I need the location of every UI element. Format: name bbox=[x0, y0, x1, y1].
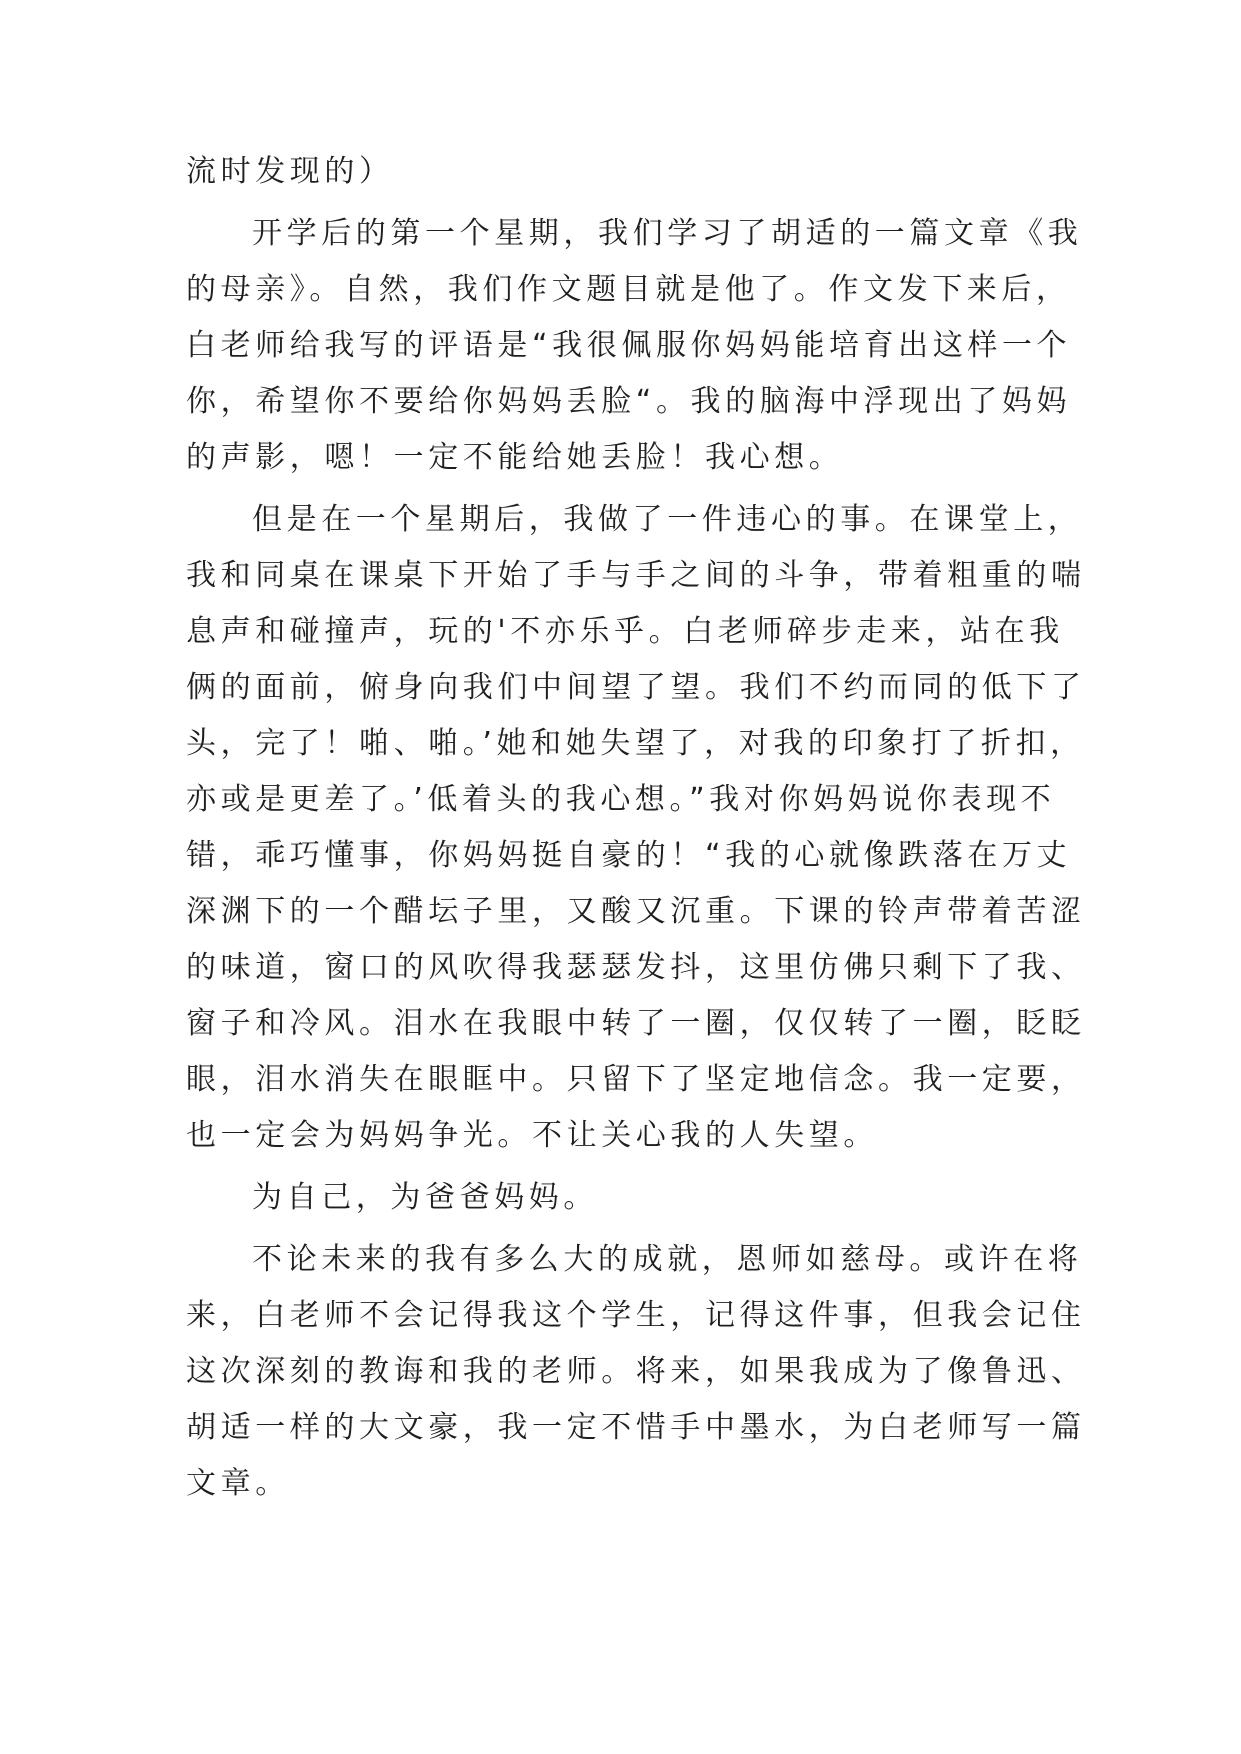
text-line: 文章。 bbox=[186, 1466, 290, 1501]
text-line: 胡适一样的大文豪，我一定不惜手中墨水，为白老师写一篇 bbox=[186, 1410, 1086, 1445]
paragraph-start-line: 开学后的第一个星期，我们学习了胡适的一篇文章《我 bbox=[252, 216, 1083, 251]
text-line: 白老师给我写的评语是“我很佩服你妈妈能培育出这样一个 bbox=[186, 328, 1072, 363]
text-line: 窗子和冷风。泪水在我眼中转了一圈，仅仅转了一圈，眨眨 bbox=[186, 1006, 1086, 1041]
text-line: 这次深刻的教诲和我的老师。将来，如果我成为了像鲁迅、 bbox=[186, 1354, 1086, 1389]
text-line: 头，完了！啪、啪。’她和她失望了，对我的印象打了折扣， bbox=[186, 726, 1085, 761]
text-line: 错，乖巧懂事，你妈妈挺自豪的！“我的心就像跌落在万丈 bbox=[186, 838, 1072, 873]
paragraph-start-line: 但是在一个星期后，我做了一件违心的事。在课堂上， bbox=[252, 502, 1083, 537]
text-line: 眼，泪水消失在眼眶中。只留下了坚定地信念。我一定要， bbox=[186, 1062, 1086, 1097]
paragraph-start-line: 为自己，为爸爸妈妈。 bbox=[252, 1180, 598, 1215]
text-line: 深渊下的一个醋坛子里，又酸又沉重。下课的铃声带着苦涩 bbox=[186, 894, 1086, 929]
paragraph-start-line: 不论未来的我有多么大的成就，恩师如慈母。或许在将 bbox=[252, 1242, 1083, 1277]
text-line: 息声和碰撞声，玩的'不亦乐乎。白老师碎步走来，站在我 bbox=[186, 614, 1064, 649]
text-line: 俩的面前，俯身向我们中间望了望。我们不约而同的低下了 bbox=[186, 670, 1086, 705]
text-line: 也一定会为妈妈争光。不让关心我的人失望。 bbox=[186, 1118, 878, 1153]
text-line: 的声影，嗯！一定不能给她丢脸！我心想。 bbox=[186, 440, 844, 475]
text-line: 的味道，窗口的风吹得我瑟瑟发抖，这里仿佛只剩下了我、 bbox=[186, 950, 1086, 985]
text-line: 亦或是更差了。’低着头的我心想。”我对你妈妈说你表现不 bbox=[186, 782, 1056, 817]
text-line: 来，白老师不会记得我这个学生，记得这件事，但我会记住 bbox=[186, 1298, 1086, 1333]
text-line: 你，希望你不要给你妈妈丢脸“。我的脑海中浮现出了妈妈 bbox=[186, 384, 1072, 419]
text-line: 流时发现的） bbox=[186, 154, 394, 189]
text-line: 我和同桌在课桌下开始了手与手之间的斗争，带着粗重的喘 bbox=[186, 558, 1086, 593]
text-line: 的母亲》。自然，我们作文题目就是他了。作文发下来后， bbox=[186, 272, 1071, 307]
